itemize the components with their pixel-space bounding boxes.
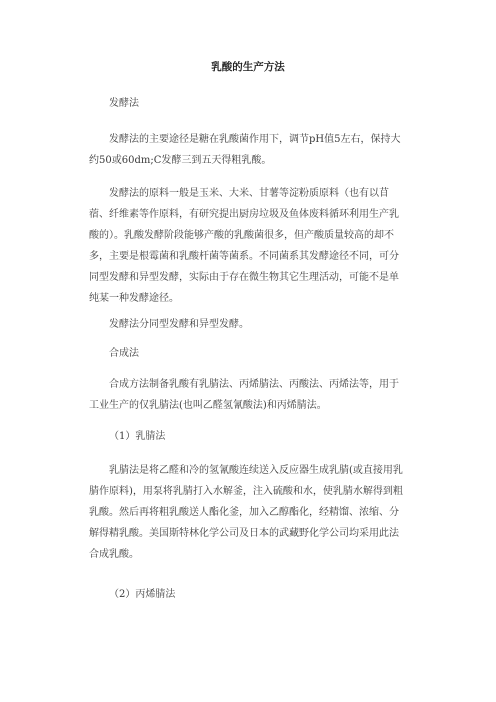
subheading-lactonitrile-method: （1）乳腈法	[109, 431, 166, 442]
paragraph-lactonitrile-method: 乳腈法是将乙醛和冷的氢氰酸连续送入反应器生成乳腈(或直接用乳腈作原料)，用泵将乳腈打入水解釜，注入硫酸和水，使乳腈水解得到粗乳酸。然后再将粗乳酸送人酯化釜，加入乙醇酯化，经精馏、浓缩、分解得精乳酸。美国斯特林化学公司及日本的武藏野化学公司均采用此法合成乳酸。	[89, 465, 403, 560]
section-heading-synthesis: 合成法	[109, 348, 139, 359]
document-title: 乳酸的生产方法	[211, 61, 285, 73]
paragraph-fermentation-materials: 发酵法的原料一般是玉米、大米、甘薯等淀粉质原料（也有以苜蓿、纤维素等作原料，有研究提出厨房垃圾及鱼体废料循环利用生产乳酸的）。乳酸发酵阶段能够产酸的乳酸菌很多，但产酸质量较高的却不多，主要是根霉菌和乳酸杆菌等菌系。不同菌系其发酵途径不同，可分同型发酵和异型发酵，实际由于存在微生物其它生理活动，可能不是单纯某一种发酵途径。	[89, 188, 399, 304]
paragraph-fermentation-route: 发酵法的主要途径是糖在乳酸菌作用下，调节pH值5左右，保持大约50或60dm;C发酵三到五天得粗乳酸。	[89, 134, 401, 166]
section-heading-fermentation: 发酵法	[109, 98, 139, 109]
paragraph-fermentation-types: 发酵法分同型发酵和异型发酵。	[109, 319, 249, 330]
paragraph-synthesis-overview: 合成方法制备乳酸有乳腈法、丙烯腈法、丙酸法、丙烯法等，用于工业生产的仅乳腈法(也叫乙醛氢氰酸法)和丙烯腈法。	[89, 379, 399, 411]
subheading-acrylonitrile-method: （2）丙烯腈法	[109, 589, 176, 600]
